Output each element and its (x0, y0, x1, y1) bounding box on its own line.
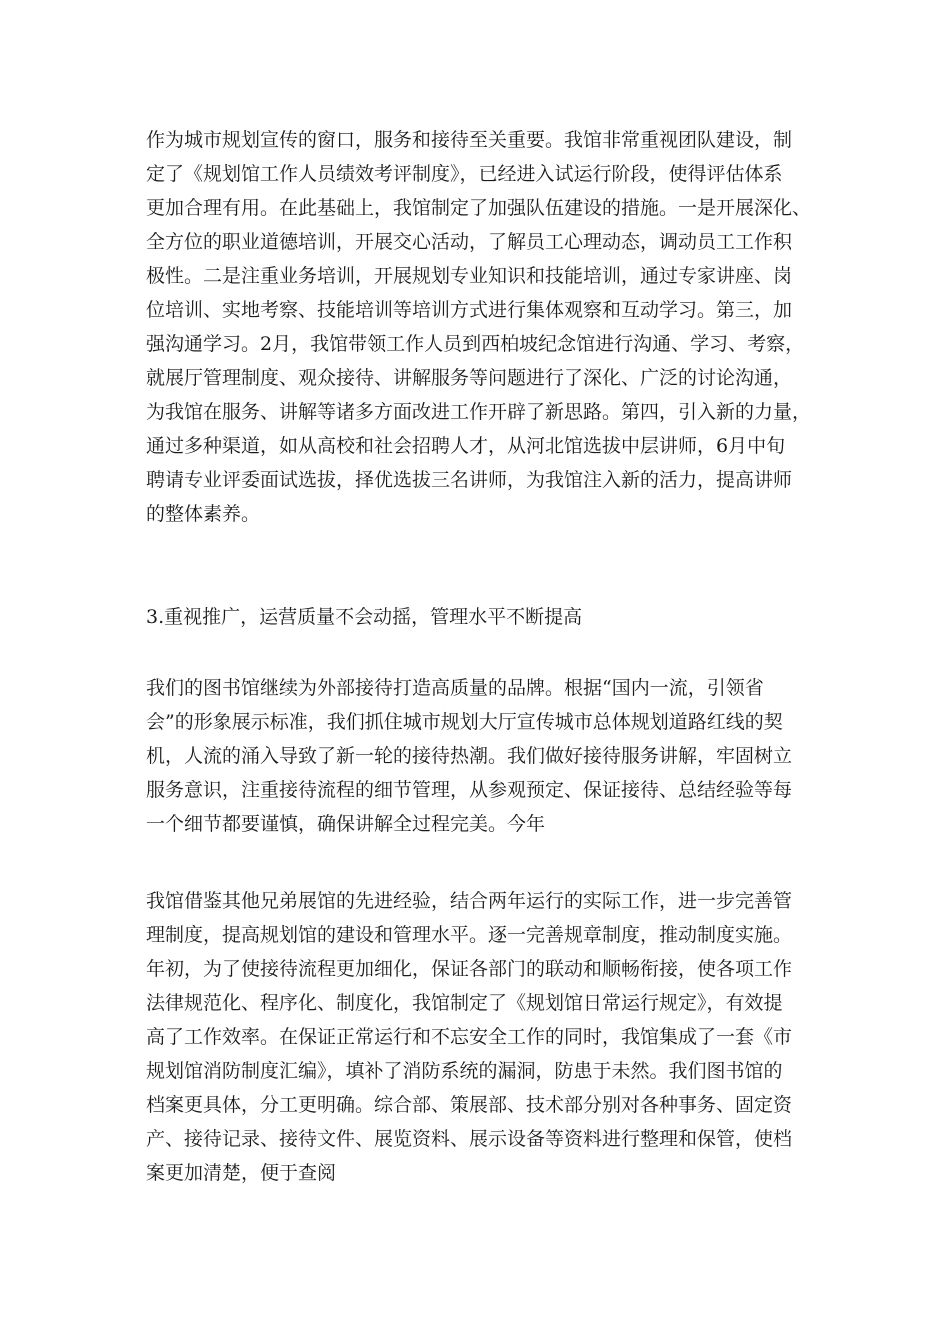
text-line: 作为城市规划宣传的窗口，服务和接待至关重要。我馆非常重视团队建设，制 (146, 129, 793, 151)
paragraph-reception-brand (146, 671, 806, 841)
text-line: 极性。二是注重业务培训，开展规划专业知识和技能培训，通过专家讲座、岗 (146, 265, 793, 287)
text-line: 机，人流的涌入导致了新一轮的接待热潮。我们做好接待服务讲解，牢固树立 (146, 745, 793, 767)
text-line: 我们的图书馆继续为外部接待打造高质量的品牌。根据“国内一流，引领省 (146, 677, 764, 699)
text-line: 法律规范化、程序化、制度化，我馆制定了《规划馆日常运行规定》，有效提 (146, 992, 783, 1014)
paragraph-management-system (146, 884, 806, 1190)
section-heading (146, 600, 806, 634)
text-line: 我馆借鉴其他兄弟展馆的先进经验，结合两年运行的实际工作，进一步完善管 (146, 890, 793, 912)
text-line: 理制度，提高规划馆的建设和管理水平。逐一完善规章制度，推动制度实施。 (146, 924, 793, 946)
text-line: 全方位的职业道德培训，开展交心活动，了解员工心理动态，调动员工工作积 (146, 231, 793, 253)
text-line: 会”的形象展示标准，我们抓住城市规划大厅宣传城市总体规划道路红线的契 (146, 711, 783, 733)
text-line: 案更加清楚，便于查阅 (146, 1162, 337, 1184)
text-line: 档案更具体，分工更明确。综合部、策展部、技术部分别对各种事务、固定资 (146, 1094, 793, 1116)
text-line: 定了《规划馆工作人员绩效考评制度》，已经进入试运行阶段，使得评估体系 (146, 163, 783, 185)
text-line: 规划馆消防制度汇编》，填补了消防系统的漏洞，防患于未然。我们图书馆的 (146, 1060, 783, 1082)
paragraph-team-building (146, 123, 812, 531)
text-line: 高了工作效率。在保证正常运行和不忘安全工作的同时，我馆集成了一套《市 (146, 1026, 793, 1048)
text-line: 服务意识，注重接待流程的细节管理，从参观预定、保证接待、总结经验等每 (146, 779, 793, 801)
text-line: 的整体素养。 (146, 503, 261, 525)
text-line: 年初，为了使接待流程更加细化，保证各部门的联动和顺畅衔接，使各项工作 (146, 958, 793, 980)
section-heading-text: 3.重视推广，运营质量不会动摇，管理水平不断提高 (146, 606, 583, 628)
text-line: 通过多种渠道，如从高校和社会招聘人才，从河北馆选拔中层讲师，6月中旬 (146, 435, 786, 457)
text-line: 更加合理有用。在此基础上，我馆制定了加强队伍建设的措施。一是开展深化、 (146, 197, 812, 219)
text-line: 一个细节都要谨慎，确保讲解全过程完美。今年 (146, 813, 546, 835)
text-line: 强沟通学习。2月，我馆带领工作人员到西柏坡纪念馆进行沟通、学习、考察， (146, 333, 805, 355)
text-line: 聘请专业评委面试选拔，择优选拔三名讲师，为我馆注入新的活力，提高讲师 (146, 469, 793, 491)
text-line: 位培训、实地考察、技能培训等培训方式进行集体观察和互动学习。第三，加 (146, 299, 793, 321)
text-line: 为我馆在服务、讲解等诸多方面改进工作开辟了新思路。第四，引入新的力量， (146, 401, 812, 423)
text-line: 就展厅管理制度、观众接待、讲解服务等问题进行了深化、广泛的讨论沟通， (146, 367, 793, 389)
text-line: 产、接待记录、接待文件、展览资料、展示设备等资料进行整理和保管，使档 (146, 1128, 793, 1150)
